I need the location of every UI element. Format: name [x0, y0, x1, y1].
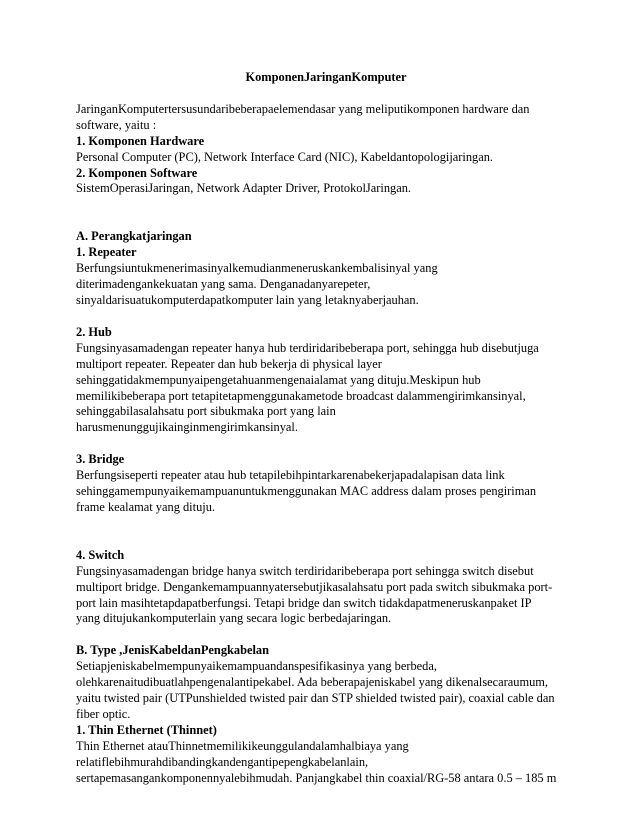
section-b-line: Setiapjeniskabelmempunyaikemampuandanspesifikasinya yang berbeda,: [76, 659, 437, 674]
repeater-heading: 1. Repeater: [76, 245, 137, 260]
section-b-heading: B. Type ,JenisKabeldanPengkabelan: [76, 643, 270, 658]
hub-line: multiport repeater. Repeater dan hub bekerja di physical layer: [76, 356, 382, 371]
section-b-paragraph: [76, 659, 576, 723]
bridge-line: sehinggamempunyaikemampuanuntukmenggunakan MAC address dalam proses pengiriman: [76, 484, 537, 499]
section-b-line: yaitu twisted pair (UTPunshielded twisted pair dan STP shielded twisted pair), coaxial cable dan: [76, 691, 555, 706]
spacer: [76, 197, 576, 229]
thinnet-line: sertapemasangankomponennyalebihmudah. Panjangkabel thin coaxial/RG-58 antara 0.5 – 185 m: [76, 770, 557, 785]
hub-heading: 2. Hub: [76, 324, 112, 339]
switch-line: Fungsinyasamadengan bridge hanya switch terdiridaribeberapa port sehingga switch disebut: [76, 563, 534, 578]
switch-line: port lain masihtetapdapatberfungsi. Tetapi bridge dan switch tidakdapatmeneruskanpaket IP: [76, 595, 532, 610]
hub-line: memilikibeberapa port tetapitetapmenggunakametode broadcast dalammengirimkansinyal,: [76, 388, 526, 403]
thinnet-heading: 1. Thin Ethernet (Thinnet): [76, 722, 217, 737]
bridge-line: Berfungsiseperti repeater atau hub tetapilebihpintarkarenabekerjapadalapisan data link: [76, 468, 505, 483]
repeater-paragraph: [76, 261, 576, 309]
bridge-paragraph: [76, 468, 576, 516]
bridge-line: frame kealamat yang dituju.: [76, 499, 215, 514]
spacer: [76, 436, 576, 452]
section-b-line: olehkarenaitudibuatlahpengenalantipekabel. Ada beberapajeniskabel yang dikenalsecaraumum,: [76, 675, 549, 690]
intro-paragraph: [76, 102, 576, 134]
repeater-line: Berfungsiuntukmenerimasinyalkemudianmeneruskankembalisinyal yang: [76, 261, 438, 276]
intro-line: JaringanKomputertersusundaribeberapaelemendasar yang meliputikomponen hardware dan: [76, 101, 530, 116]
hub-line: sehinggatidakmempunyaipengetahuanmengenaialamat yang dituju.Meskipun hub: [76, 372, 481, 387]
hardware-heading: 1. Komponen Hardware: [76, 133, 205, 148]
spacer: [76, 516, 576, 548]
switch-line: multiport bridge. Dengankemampuannyatersebutjikasalahsatu port pada switch sibukmaka port-: [76, 579, 553, 594]
software-heading: 2. Komponen Software: [76, 165, 198, 180]
switch-line: yang ditujukankomputerlain yang secara logic berbedajaringan.: [76, 611, 392, 626]
bridge-heading: 3. Bridge: [76, 452, 125, 467]
software-text: SistemOperasiJaringan, Network Adapter Driver, ProtokolJaringan.: [76, 181, 412, 196]
hardware-text: Personal Computer (PC), Network Interface Card (NIC), Kabeldantopologijaringan.: [76, 149, 494, 164]
spacer: [76, 627, 576, 643]
hub-line: harusmenunggujikainginmengirimkansinyal.: [76, 420, 298, 435]
spacer: [76, 309, 576, 325]
thinnet-line: Thin Ethernet atauThinnetmemilikikeunggulandalamhalbiaya yang: [76, 738, 409, 753]
repeater-line: diterimadengankekuatan yang sama. Denganadanyarepeter,: [76, 277, 371, 292]
document-body: [76, 70, 576, 787]
hub-paragraph: [76, 341, 576, 436]
repeater-line: sinyaldarisuatukomputerdapatkomputer lain yang letaknyaberjauhan.: [76, 292, 419, 307]
document-title: KomponenJaringanKomputer: [245, 70, 407, 84]
section-b-line: fiber optic.: [76, 707, 131, 721]
section-a-heading: A. Perangkatjaringan: [76, 229, 192, 244]
hub-line: Fungsinyasamadengan repeater hanya hub terdiridaribeberapa port, sehingga hub disebutjuga: [76, 340, 539, 355]
thinnet-paragraph: [76, 739, 576, 787]
switch-heading: 4. Switch: [76, 547, 125, 562]
intro-line: software, yaitu :: [76, 117, 157, 132]
thinnet-line: relatiflebihmurahdibandingkandengantipepengkabelanlain,: [76, 754, 369, 769]
switch-paragraph: [76, 564, 576, 628]
hub-line: sehinggabilasalahsatu port sibukmaka port yang lain: [76, 404, 336, 419]
